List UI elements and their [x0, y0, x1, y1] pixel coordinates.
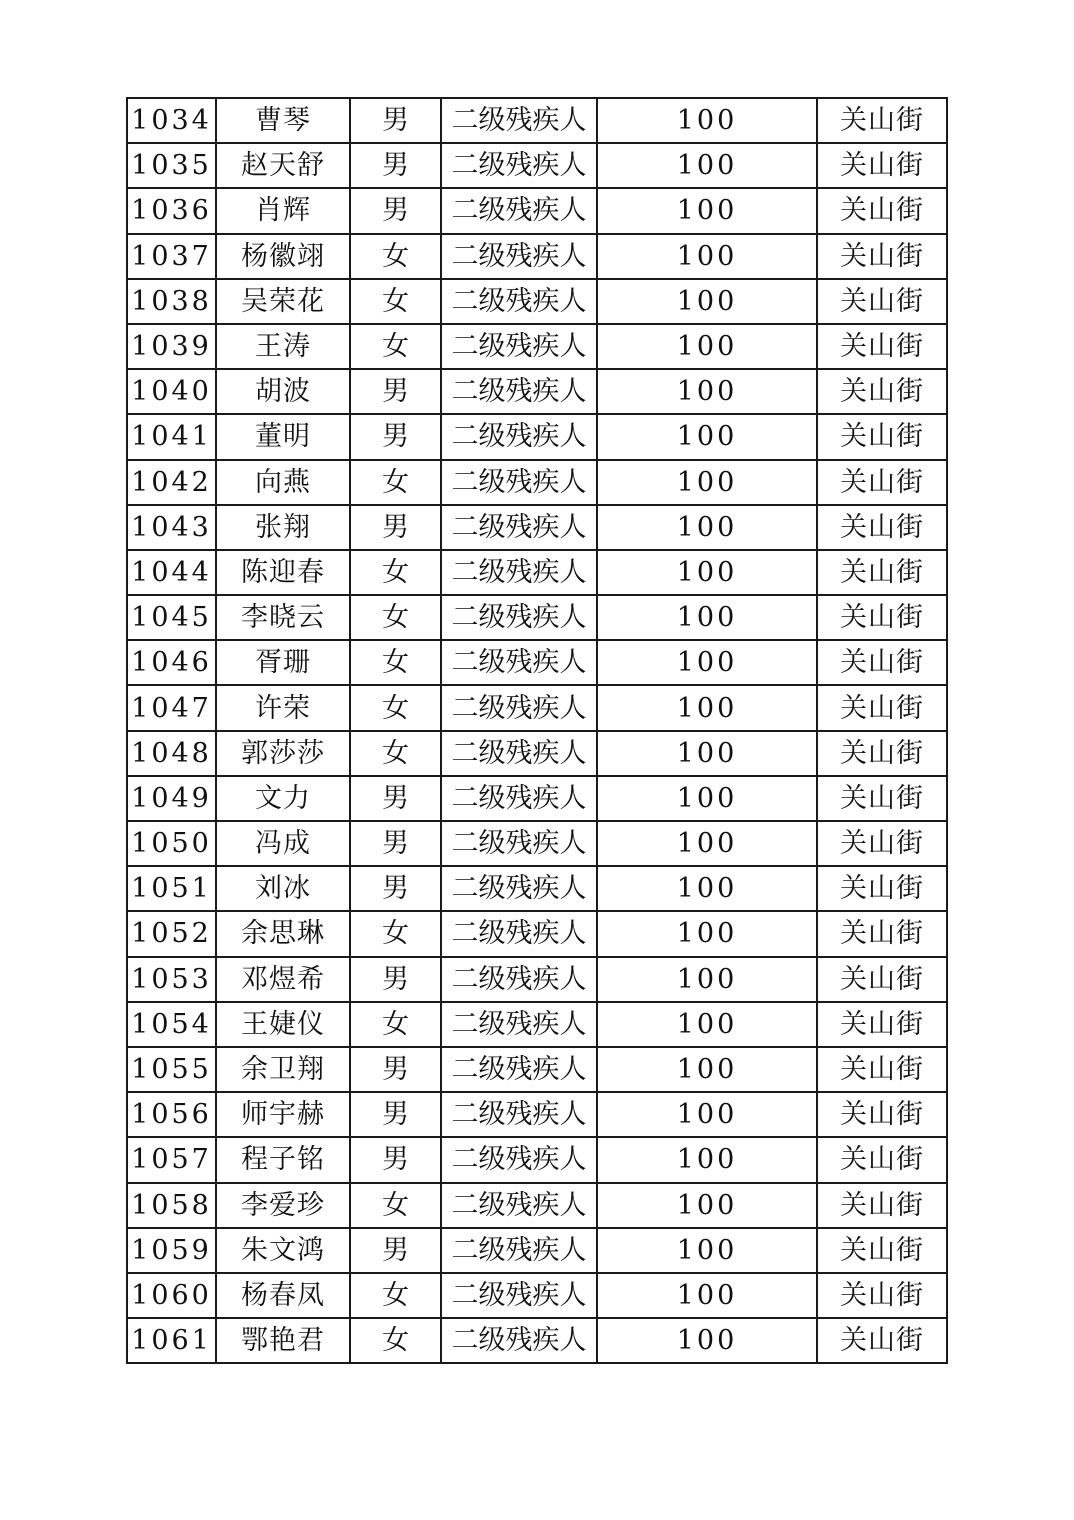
cell-category: 二级残疾人	[441, 911, 597, 956]
table-row	[127, 234, 947, 279]
cell-street: 关山街	[817, 414, 947, 459]
cell-gender: 男	[350, 1092, 441, 1137]
cell-serial-number: 1038	[127, 279, 216, 324]
cell-category: 二级残疾人	[441, 234, 597, 279]
cell-amount: 100	[597, 1273, 817, 1318]
cell-gender: 女	[350, 234, 441, 279]
cell-serial-number: 1034	[127, 98, 216, 143]
cell-gender: 男	[350, 957, 441, 1002]
cell-amount: 100	[597, 731, 817, 776]
cell-serial-number: 1039	[127, 324, 216, 369]
cell-serial-number: 1053	[127, 957, 216, 1002]
cell-category: 二级残疾人	[441, 640, 597, 685]
cell-street: 关山街	[817, 1047, 947, 1092]
cell-street: 关山街	[817, 911, 947, 956]
cell-street: 关山街	[817, 1137, 947, 1182]
cell-amount: 100	[597, 414, 817, 459]
cell-category: 二级残疾人	[441, 866, 597, 911]
cell-street: 关山街	[817, 1318, 947, 1363]
cell-amount: 100	[597, 866, 817, 911]
cell-street: 关山街	[817, 324, 947, 369]
cell-street: 关山街	[817, 369, 947, 414]
table-row	[127, 279, 947, 324]
cell-serial-number: 1040	[127, 369, 216, 414]
cell-category: 二级残疾人	[441, 279, 597, 324]
cell-category: 二级残疾人	[441, 414, 597, 459]
table-row	[127, 324, 947, 369]
cell-serial-number: 1051	[127, 866, 216, 911]
table-row	[127, 911, 947, 956]
cell-category: 二级残疾人	[441, 505, 597, 550]
cell-category: 二级残疾人	[441, 957, 597, 1002]
cell-serial-number: 1047	[127, 685, 216, 730]
table-row	[127, 369, 947, 414]
cell-amount: 100	[597, 595, 817, 640]
cell-serial-number: 1057	[127, 1137, 216, 1182]
cell-street: 关山街	[817, 550, 947, 595]
cell-name: 吴荣花	[216, 279, 350, 324]
table-row	[127, 1273, 947, 1318]
cell-gender: 男	[350, 98, 441, 143]
cell-gender: 女	[350, 685, 441, 730]
cell-amount: 100	[597, 143, 817, 188]
cell-amount: 100	[597, 1318, 817, 1363]
table-row	[127, 414, 947, 459]
cell-amount: 100	[597, 1228, 817, 1273]
cell-category: 二级残疾人	[441, 460, 597, 505]
cell-name: 曹琴	[216, 98, 350, 143]
cell-street: 关山街	[817, 460, 947, 505]
cell-name: 冯成	[216, 821, 350, 866]
cell-street: 关山街	[817, 1092, 947, 1137]
table-row	[127, 1228, 947, 1273]
cell-category: 二级残疾人	[441, 188, 597, 233]
cell-gender: 女	[350, 1183, 441, 1228]
table-row	[127, 866, 947, 911]
table-row	[127, 1047, 947, 1092]
cell-name: 余思琳	[216, 911, 350, 956]
cell-name: 杨徽翊	[216, 234, 350, 279]
cell-name: 许荣	[216, 685, 350, 730]
cell-category: 二级残疾人	[441, 1318, 597, 1363]
cell-gender: 女	[350, 911, 441, 956]
cell-amount: 100	[597, 1183, 817, 1228]
cell-street: 关山街	[817, 640, 947, 685]
cell-serial-number: 1046	[127, 640, 216, 685]
cell-gender: 女	[350, 640, 441, 685]
cell-amount: 100	[597, 1137, 817, 1182]
table-row	[127, 957, 947, 1002]
cell-street: 关山街	[817, 188, 947, 233]
cell-gender: 女	[350, 731, 441, 776]
cell-amount: 100	[597, 685, 817, 730]
cell-category: 二级残疾人	[441, 1092, 597, 1137]
cell-category: 二级残疾人	[441, 731, 597, 776]
cell-gender: 男	[350, 1228, 441, 1273]
cell-category: 二级残疾人	[441, 98, 597, 143]
cell-street: 关山街	[817, 143, 947, 188]
cell-serial-number: 1052	[127, 911, 216, 956]
cell-gender: 男	[350, 866, 441, 911]
cell-serial-number: 1049	[127, 776, 216, 821]
cell-name: 鄂艳君	[216, 1318, 350, 1363]
cell-street: 关山街	[817, 234, 947, 279]
cell-serial-number: 1044	[127, 550, 216, 595]
cell-street: 关山街	[817, 505, 947, 550]
cell-name: 余卫翔	[216, 1047, 350, 1092]
cell-gender: 男	[350, 1137, 441, 1182]
cell-amount: 100	[597, 188, 817, 233]
cell-gender: 男	[350, 369, 441, 414]
cell-category: 二级残疾人	[441, 324, 597, 369]
table-row	[127, 143, 947, 188]
cell-category: 二级残疾人	[441, 1183, 597, 1228]
cell-street: 关山街	[817, 1183, 947, 1228]
cell-street: 关山街	[817, 685, 947, 730]
cell-street: 关山街	[817, 279, 947, 324]
cell-amount: 100	[597, 234, 817, 279]
cell-name: 刘冰	[216, 866, 350, 911]
cell-street: 关山街	[817, 957, 947, 1002]
cell-gender: 女	[350, 1273, 441, 1318]
table-row	[127, 188, 947, 233]
cell-name: 李爱珍	[216, 1183, 350, 1228]
cell-name: 赵天舒	[216, 143, 350, 188]
cell-category: 二级残疾人	[441, 550, 597, 595]
cell-category: 二级残疾人	[441, 1002, 597, 1047]
table-row	[127, 640, 947, 685]
table-row	[127, 98, 947, 143]
cell-category: 二级残疾人	[441, 1137, 597, 1182]
cell-category: 二级残疾人	[441, 595, 597, 640]
table-row	[127, 460, 947, 505]
cell-street: 关山街	[817, 821, 947, 866]
cell-serial-number: 1056	[127, 1092, 216, 1137]
table-row	[127, 1183, 947, 1228]
table-row	[127, 685, 947, 730]
cell-name: 程子铭	[216, 1137, 350, 1182]
cell-street: 关山街	[817, 1228, 947, 1273]
cell-serial-number: 1048	[127, 731, 216, 776]
cell-amount: 100	[597, 776, 817, 821]
table-row	[127, 821, 947, 866]
cell-gender: 男	[350, 414, 441, 459]
cell-name: 邓煜希	[216, 957, 350, 1002]
cell-street: 关山街	[817, 776, 947, 821]
cell-name: 肖辉	[216, 188, 350, 233]
cell-street: 关山街	[817, 1273, 947, 1318]
cell-serial-number: 1054	[127, 1002, 216, 1047]
cell-amount: 100	[597, 821, 817, 866]
cell-amount: 100	[597, 460, 817, 505]
cell-name: 胡波	[216, 369, 350, 414]
cell-gender: 男	[350, 188, 441, 233]
cell-gender: 女	[350, 1318, 441, 1363]
cell-name: 王涛	[216, 324, 350, 369]
table-row	[127, 1318, 947, 1363]
roster-table	[126, 97, 948, 1364]
cell-gender: 男	[350, 143, 441, 188]
cell-amount: 100	[597, 1002, 817, 1047]
cell-gender: 男	[350, 776, 441, 821]
table-row	[127, 1137, 947, 1182]
cell-gender: 女	[350, 550, 441, 595]
cell-street: 关山街	[817, 595, 947, 640]
cell-gender: 女	[350, 1002, 441, 1047]
cell-amount: 100	[597, 1092, 817, 1137]
cell-name: 陈迎春	[216, 550, 350, 595]
cell-serial-number: 1061	[127, 1318, 216, 1363]
cell-amount: 100	[597, 324, 817, 369]
roster-table-body	[127, 98, 947, 1363]
table-row	[127, 595, 947, 640]
cell-amount: 100	[597, 505, 817, 550]
cell-serial-number: 1042	[127, 460, 216, 505]
cell-street: 关山街	[817, 1002, 947, 1047]
cell-serial-number: 1035	[127, 143, 216, 188]
cell-name: 向燕	[216, 460, 350, 505]
cell-serial-number: 1060	[127, 1273, 216, 1318]
cell-serial-number: 1037	[127, 234, 216, 279]
cell-category: 二级残疾人	[441, 776, 597, 821]
cell-name: 张翔	[216, 505, 350, 550]
cell-serial-number: 1059	[127, 1228, 216, 1273]
cell-street: 关山街	[817, 98, 947, 143]
cell-name: 杨春凤	[216, 1273, 350, 1318]
cell-gender: 女	[350, 595, 441, 640]
cell-amount: 100	[597, 957, 817, 1002]
cell-amount: 100	[597, 369, 817, 414]
cell-name: 文力	[216, 776, 350, 821]
cell-name: 师宇赫	[216, 1092, 350, 1137]
cell-category: 二级残疾人	[441, 143, 597, 188]
cell-amount: 100	[597, 550, 817, 595]
cell-serial-number: 1036	[127, 188, 216, 233]
cell-category: 二级残疾人	[441, 821, 597, 866]
cell-amount: 100	[597, 640, 817, 685]
cell-serial-number: 1043	[127, 505, 216, 550]
cell-gender: 男	[350, 1047, 441, 1092]
cell-serial-number: 1050	[127, 821, 216, 866]
cell-name: 李晓云	[216, 595, 350, 640]
cell-category: 二级残疾人	[441, 1273, 597, 1318]
cell-name: 董明	[216, 414, 350, 459]
table-row	[127, 1092, 947, 1137]
cell-amount: 100	[597, 1047, 817, 1092]
cell-category: 二级残疾人	[441, 369, 597, 414]
cell-serial-number: 1041	[127, 414, 216, 459]
cell-category: 二级残疾人	[441, 1047, 597, 1092]
cell-category: 二级残疾人	[441, 685, 597, 730]
cell-amount: 100	[597, 911, 817, 956]
table-row	[127, 505, 947, 550]
cell-name: 胥珊	[216, 640, 350, 685]
cell-serial-number: 1058	[127, 1183, 216, 1228]
cell-name: 郭莎莎	[216, 731, 350, 776]
cell-serial-number: 1055	[127, 1047, 216, 1092]
table-row	[127, 731, 947, 776]
cell-serial-number: 1045	[127, 595, 216, 640]
cell-amount: 100	[597, 98, 817, 143]
table-row	[127, 1002, 947, 1047]
cell-name: 王婕仪	[216, 1002, 350, 1047]
table-row	[127, 550, 947, 595]
cell-gender: 男	[350, 505, 441, 550]
cell-gender: 女	[350, 460, 441, 505]
cell-gender: 女	[350, 324, 441, 369]
table-row	[127, 776, 947, 821]
cell-gender: 男	[350, 821, 441, 866]
cell-street: 关山街	[817, 731, 947, 776]
cell-category: 二级残疾人	[441, 1228, 597, 1273]
cell-gender: 女	[350, 279, 441, 324]
cell-street: 关山街	[817, 866, 947, 911]
cell-name: 朱文鸿	[216, 1228, 350, 1273]
cell-amount: 100	[597, 279, 817, 324]
